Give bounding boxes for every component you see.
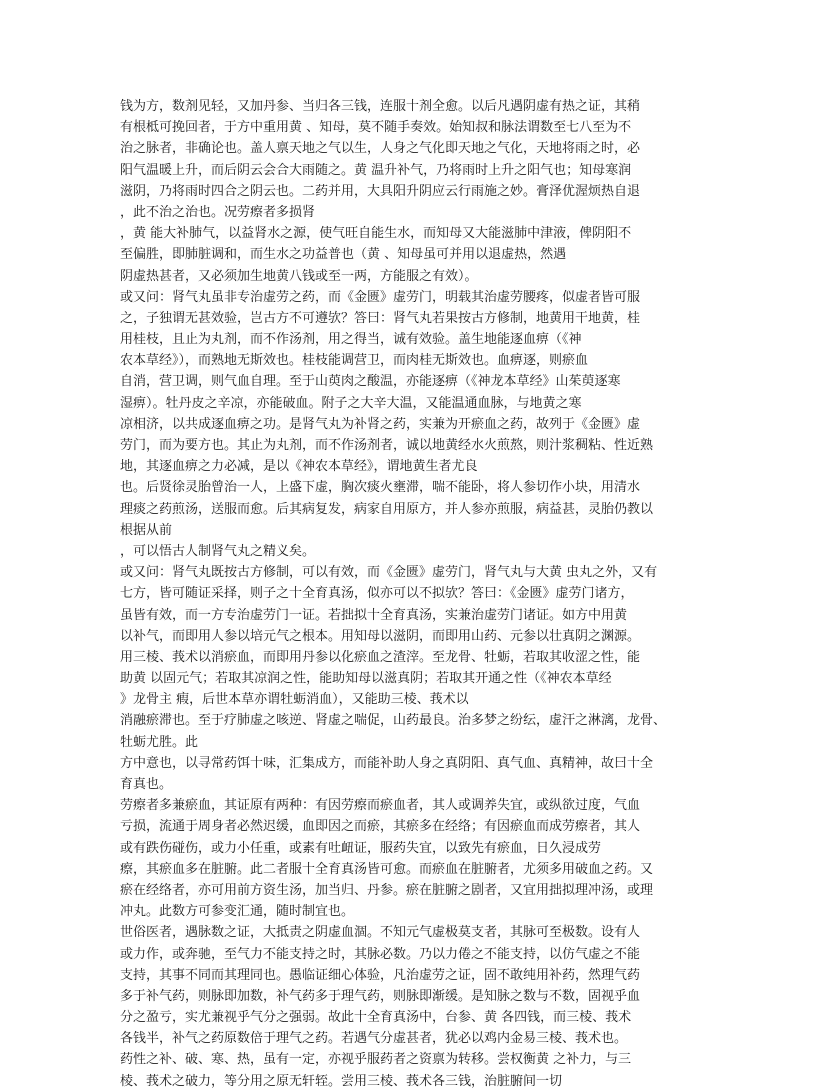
text-line: 用桂枝，且止为丸剂，而不作汤剂，用之得当，诚有效验。盖生地能逐血痹（《神 bbox=[120, 332, 582, 348]
text-line: 助黄 以固元气；若取其凉润之性，能助知母以滋真阴；若取其开通之性（《神农本草经 bbox=[120, 671, 612, 687]
text-line: 或又问：肾气丸既按古方修制，可以有效，而《金匮》虚劳门，肾气丸与大黄 虫丸之外，又有 bbox=[120, 565, 658, 581]
text-line: 世俗医者，遇脉数之证，大抵责之阴虚血涸。不知元气虚极莫支者，其脉可至极数。设有人 bbox=[120, 925, 641, 941]
text-line: 或力作，或奔驰，至气力不能支持之时，其脉必数。乃以力倦之不能支持，以仿气虚之不能 bbox=[120, 946, 641, 962]
text-line: 以补气，而即用人参以培元气之根本。用知母以滋阴，而即用山药、元参以壮真阴之渊源。 bbox=[120, 628, 641, 644]
text-line: ，可以悟古人制肾气丸之精义矣。 bbox=[120, 543, 316, 559]
text-line: 劳瘵者多兼瘀血，其证原有两种：有因劳瘵而瘀血者，其人或调养失宜，或纵欲过度，气血 bbox=[120, 798, 641, 814]
text-line: 亏损，流通于周身者必然迟缓，血即因之而瘀，其瘀多在经络；有因瘀血而成劳瘵者，其人 bbox=[120, 819, 641, 835]
document-page bbox=[120, 96, 706, 1092]
text-line: 药性之补、破、寒、热，虽有一定，亦视乎服药者之资禀为转移。尝权衡黄 之补力，与三 bbox=[120, 1052, 632, 1068]
text-line: 治之脉者，非确论也。盖人禀天地之气以生，人身之气化即天地之气化，天地将雨之时，必 bbox=[120, 141, 641, 157]
text-line: 理痰之药煎汤，送服而愈。后其病复发，病家自用原方，并人参亦煎服，病益甚，灵胎仍教以 bbox=[120, 501, 654, 517]
text-line: 多于补气药，则脉即加数，补气药多于理气药，则脉即渐缓。是知脉之数与不数，固视乎血 bbox=[120, 988, 641, 1004]
text-line: 根据从前 bbox=[120, 522, 173, 538]
text-line: 地，其逐血痹之力必减，是以《神农本草经》，谓地黄生者尤良 bbox=[120, 459, 478, 475]
text-line: 农本草经》），而熟地无斯效也。桂枝能调营卫，而肉桂无斯效也。血痹逐，则瘀血 bbox=[120, 353, 589, 369]
text-line: 凉相济，以共成逐血痹之功。是肾气丸为补肾之药，实兼为开瘀血之药，故列于《金匮》虚 bbox=[120, 416, 641, 432]
text-line: 瘀在经络者，亦可用前方资生汤，加当归、丹参。瘀在脏腑之剧者，又宜用拙拟理冲汤，或理 bbox=[120, 882, 654, 898]
text-line: 劳门，而为要方也。其止为丸剂，而不作汤剂者，诚以地黄经水火煎熬，则汁浆稠粘、性近熟 bbox=[120, 438, 654, 453]
text-line: 阴虚热甚者，又必须加生地黄八钱或至一两，方能服之有效）。 bbox=[120, 268, 478, 284]
text-line: 也。后贤徐灵胎曾治一人，上盛下虚，胸次痰火壅滞，喘不能卧，将人参切作小块，用清水 bbox=[120, 480, 641, 496]
text-line: 瘵，其瘀血多在脏腑。此二者服十全育真汤皆可愈。而瘀血在脏腑者，尤须多用破血之药。又 bbox=[120, 861, 654, 877]
text-line: 或有跌伤碰伤，或力小任重，或素有吐衄证，服药失宜，以致先有瘀血，日久浸成劳 bbox=[120, 840, 602, 856]
text-line: 七方，皆可随证采择，则子之十全育真汤，似亦可以不拟欤？答曰：《金匮》虚劳门诸方， bbox=[120, 586, 634, 602]
text-line: 有根柢可挽回者，于方中重用黄 、知母，莫不随手奏效。始知叔和脉法谓数至七八至为不 bbox=[120, 120, 632, 136]
text-line: 湿痹）。牡丹皮之辛凉，亦能破血。附子之大辛大温，又能温通血脉，与地黄之寒 bbox=[120, 395, 582, 411]
text-line: 用三棱、莪术以消瘀血，而即用丹参以化瘀血之渣滓。至龙骨、牡蛎，若取其收涩之性，能 bbox=[120, 649, 641, 665]
text-line: 支持，其事不同而其理同也。愚临证细心体验，凡治虚劳之证，固不敢纯用补药，然理气药 bbox=[120, 967, 641, 983]
text-line: 消融瘀滞也。至于疗肺虚之咳逆、肾虚之喘促，山药最良。治多梦之纷纭，虚汗之淋漓，龙骨、 bbox=[120, 713, 667, 729]
text-line: 分之盈亏，实尤兼视乎气分之强弱。故此十全育真汤中，台参、黄 各四钱，而三棱、莪术 bbox=[120, 1010, 632, 1026]
text-line: 之，子独谓无甚效验，岂古方不可遵欤？答曰：肾气丸若果按古方修制，地黄用干地黄，桂 bbox=[120, 310, 641, 326]
text-line: ，黄 能大补肺气，以益肾水之源，使气旺自能生水，而知母又大能滋肺中津液，俾阴阳不 bbox=[120, 226, 632, 242]
text-line: 各钱半，补气之药原数倍于理气之药。若遇气分虚甚者，犹必以鸡内金易三棱、莪术也。 bbox=[120, 1031, 628, 1047]
text-line: 牡蛎尤胜。此 bbox=[120, 734, 199, 750]
text-line: 钱为方，数剂见轻，又加丹参、当归各三钱，连服十剂全愈。以后凡遇阴虚有热之证，其稍 bbox=[120, 99, 641, 114]
text-line: 方中意也，以寻常药饵十味，汇集成方，而能补助人身之真阴阳、真气血、真精神，故曰十全 bbox=[120, 755, 654, 771]
text-line: 滋阴，乃将雨时四合之阴云也。二药并用，大具阳升阴应云行雨施之妙。膏泽优渥烦热自退 bbox=[120, 183, 641, 199]
text-line: 或又问：肾气丸虽非专治虚劳之药，而《金匮》虚劳门，明载其治虚劳腰疼，似虚者皆可服 bbox=[120, 289, 641, 305]
text-line: 育真也。 bbox=[120, 777, 173, 792]
text-line: 至偏胜，即肺脏调和，而生水之功益普也（黄 、知母虽可并用以退虚热，然遇 bbox=[120, 247, 567, 263]
text-line: 虽皆有效，而一方专治虚劳门一证。若拙拟十全育真汤，实兼治虚劳门诸证。如方中用黄 bbox=[120, 607, 628, 623]
text-line: ，此不治之治也。况劳瘵者多损肾 bbox=[120, 204, 316, 220]
text-line: 冲丸。此数方可参变汇通，随时制宜也。 bbox=[120, 904, 355, 920]
text-line: 阳气温暖上升，而后阴云会合大雨随之。黄 温升补气，乃将雨时上升之阳气也；知母寒润 bbox=[120, 162, 632, 178]
text-line: 自消，营卫调，则气血自理。至于山萸肉之酸温，亦能逐痹（《神龙本草经》山茱萸逐寒 bbox=[120, 374, 621, 390]
text-line: 》龙骨主 瘕，后世本草亦谓牡蛎消血），又能助三棱、莪术以 bbox=[120, 692, 469, 708]
text-line: 棱、莪术之破力，等分用之原无轩轾。尝用三棱、莪术各三钱，治脏腑间一切 bbox=[120, 1073, 563, 1089]
